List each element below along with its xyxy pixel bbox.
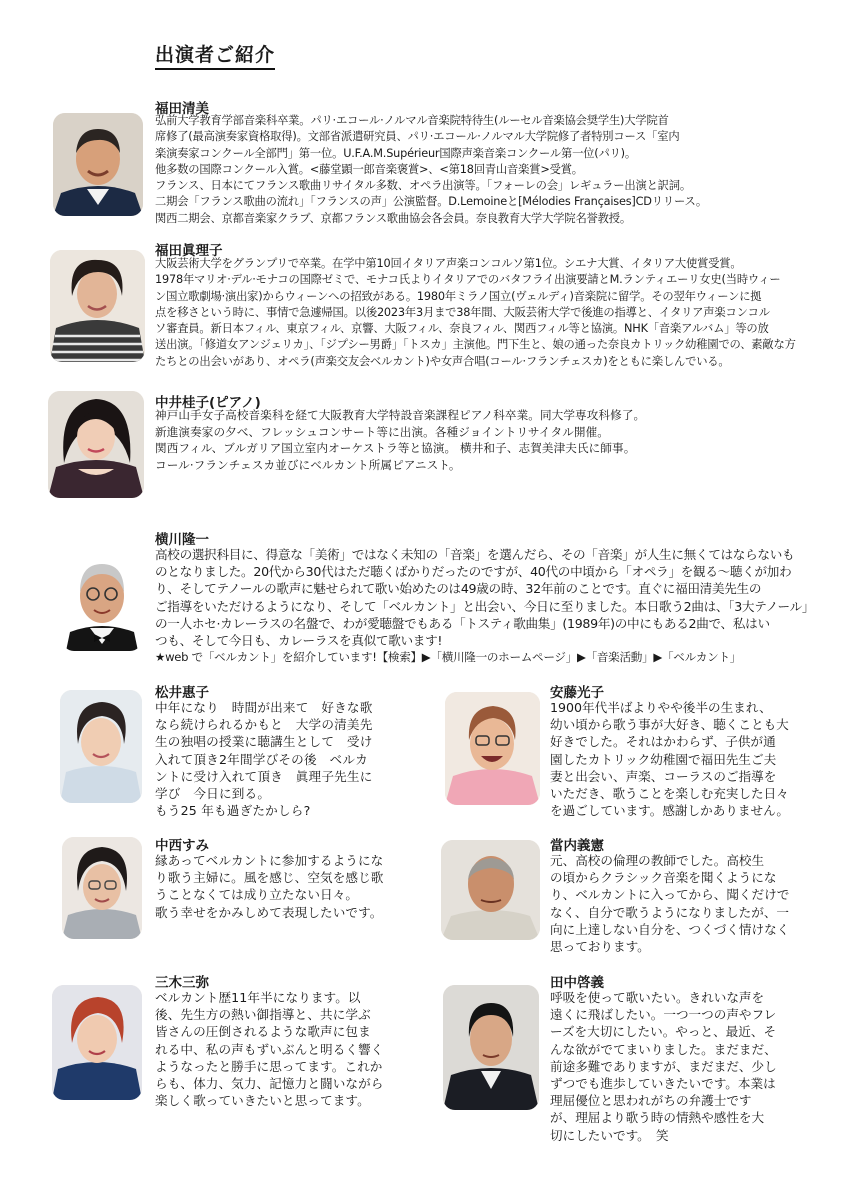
performer-bio: 弘前大学教育学部音楽科卒業。パリ·エコール·ノルマル音楽院特待生(ルーセル音楽協会奨学生)大学院首 席修了(最高演奏家資格取得)。文部省派遣研究員、パリ·エコール·ノルマル大学院修了者特別コース「室内 楽演奏家コンクール全部門」第一位。U.F.A.M.Supérieur国際声楽音楽コンクール第一位(パリ)。 他多数の国際コンクール入賞。<藤堂顕一郎音楽褒賞>、<第18回青山音楽賞>受賞。 フランス、日本にてフランス歌曲リサイタル多数、オペラ出演等。「フォーレの会」レギュラー出演と訳詞。 二期会「フランス歌曲の流れ」「フランスの声」公演監督。D.Lemoineと[Mélodies Françaises]CDリリース。 関西二期会、京都音楽家クラブ、京都フランス歌曲協会各会員。奈良教育大学大学院名誉教授。 — [155, 114, 708, 225]
performer-name: 當内義憲 — [550, 838, 604, 854]
performer-photo — [52, 985, 142, 1100]
performer-photo — [445, 692, 540, 805]
performer-bio: 元、高校の倫理の教師でした。高校生 の頃からクラシック音楽を聞くようにな り、ベルカントに入ってから、聞くだけで なく、自分で歌うようになりましたが、一 向に上達しない自分を、つくづく情けなく 思っております。 — [550, 853, 790, 955]
performer-photo — [53, 113, 143, 216]
performer-bio: 大阪芸術大学をグランプリで卒業。在学中第10回イタリア声楽コンコルソ第1位。シエナ大賞、イタリア大使賞受賞。 1978年マリオ·デル·モナコの国際ゼミで、モナコ氏よりイタリアでのバタフライ出演要請とM.ランティエーリ女史(当時ウィー ン国立歌劇場·演出家)からウィーンへの招致がある。1980年ミラノ国立(ヴェルディ)音楽院に留学。その翌年ウィーンに拠 点を移さという時に、事情で急遽帰国。以後2023年3月まで38年間、大阪芸術大学で後進の指導と、イタリア声楽コンコル ソ審査員。新日本フィル、東京フィル、京響、大阪フィル、奈良フィル、関西フィル等と協演。NHK「音楽アルバム」等の放 送出演。「修道女アンジェリカ」、「ジプシー男爵」「トスカ」主演他。門下生と、娘の通った奈良カトリック幼稚園での、素敵な方 たちとの出会いがあり、オペラ(声楽交友会ベルカント)や女声合唱(コール·フランチェスカ)をともに楽しんでいる。 — [155, 257, 796, 368]
performer-photo — [62, 548, 142, 651]
performer-bio: 縁あってベルカントに参加するようにな り歌う主婦に。風を感じ、空気を感じ歌 うことなくては成り立たない日々。 歌う幸せをかみしめて表現したいです。 — [155, 853, 384, 920]
performer-name: 中井桂子(ピアノ) — [155, 395, 261, 411]
portrait-woman-short-hair-icon — [60, 690, 142, 803]
portrait-woman-striped-top-icon — [50, 250, 145, 362]
performer-photo — [443, 985, 539, 1110]
performer-name: 福田眞理子 — [155, 243, 223, 259]
performer-photo — [50, 250, 145, 362]
portrait-man-bald-icon — [441, 840, 540, 940]
portrait-woman-dark-hair-icon — [48, 391, 144, 498]
portrait-woman-glasses-icon — [62, 837, 142, 939]
performer-photo — [48, 391, 144, 498]
portrait-woman-glasses-laughing-icon — [445, 692, 540, 805]
performer-photo — [62, 837, 142, 939]
performer-bio: 神戸山手女子高校音楽科を経て大阪教育大学特設音楽課程ピアノ科卒業。同大学専攻科修了。 新進演奏家の夕べ、フレッシュコンサート等に出演。各種ジョイントリサイタル開催。 関西フィル、ブルガリア国立室内オーケストラ等と協演。 横井和子、志賀美津夫氏に師事。 コール·フランチェスカ並びにベルカント所属ピアニスト。 — [155, 408, 646, 473]
performer-name: 田中啓義 — [550, 975, 604, 991]
performer-bio: 高校の選択科目に、得意な「美術」ではなく未知の「音楽」を選んだら、その「音楽」が人生に無くてはならないも のとなりました。20代から30代はただ聴くばかりだったのですが、40代の中頃から「オペラ」を観る〜聴くが加わ り、そしてテノールの歌声に魅せられて歌い始めたのは49歳の時、32年前のことです。直ぐに福田清美先生の ご指導をいただけるようになり、そして「ベルカント」と出会い、今日に至りました。本日歌う2曲は、「3大テノール」 の一人ホセ·カレーラスの名盤で、わが愛聴盤でもある「トスティ歌曲集」(1989年)の中にもある2曲で、私はい つも、そして今日も、カレーラスを真似て歌います! ★web で「ベルカント」を紹介しています!【検索】▶「横川隆一のホームページ」▶「音楽活動」▶「ベルカント」 — [155, 546, 814, 666]
performer-bio: 1900年代半ばよりやや後半の生まれ、 幼い頃から歌う事が大好き、聴くことも大 好きでした。それはかわらず、子供が通 園したカトリック幼稚園で福田先生ご夫 妻と出会い、声楽、コーラスのご指導を いただき、歌うことを楽しむ充実した日々 を過ごしています。感謝しかありません。 — [550, 700, 790, 819]
performer-name: 横川隆一 — [155, 532, 209, 548]
portrait-man-smiling-icon — [53, 113, 143, 216]
performer-name: 松井惠子 — [155, 685, 209, 701]
page-title: 出演者ご紹介 — [155, 40, 275, 70]
portrait-man-glasses-bowtie-icon — [62, 548, 142, 651]
performer-bio: 中年になり 時間が出来て 好きな歌 なら続けられるかもと 大学の清美先 生の独唱の授業に聴講生として 受け 入れて頂き2年間学びその後 ベルカ ントに受け入れて頂き 眞理子先生に 学び 今日に到る。 もう25 年も過ぎたかしら? — [155, 700, 373, 819]
performer-bio: ベルカント歴11年半になります。以 後、先生方の熱い御指導と、共に学ぶ 皆さんの圧倒されるような歌声に包ま れる中、私の声もずいぶんと明るく響く ようなったと勝手に思ってます。これか らも、体力、気力、記憶力と闘いながら 楽しく歌っていきたいと思ってます。 — [155, 990, 384, 1109]
performer-photo — [441, 840, 540, 940]
performer-name: 中西すみ — [155, 838, 209, 854]
web-link-line: ★web で「ベルカント」を紹介しています!【検索】▶「横川隆一のホームページ」▶「音楽活動」▶「ベルカント」 — [155, 650, 742, 665]
performer-bio: 呼吸を使って歌いたい。きれいな声を 遠くに飛ばしたい。一つ一つの声やフレ ーズを大切にしたい。やっと、最近、そ んな欲がでてまいりました。まだまだ、 前途多難でありますが、まだまだ、少し ずつでも進歩していきたいです。本業は 理屈優位と思われがちの弁護士です が、理屈より歌う時の情熱や感性を大 切にしたいです。 笑 — [550, 990, 777, 1143]
performer-name: 福田清美 — [155, 101, 209, 117]
portrait-man-dark-suit-icon — [443, 985, 539, 1110]
performer-name: 安藤光子 — [550, 685, 604, 701]
performer-photo — [60, 690, 142, 803]
portrait-woman-red-hair-icon — [52, 985, 142, 1100]
performer-name: 三木三弥 — [155, 975, 209, 991]
